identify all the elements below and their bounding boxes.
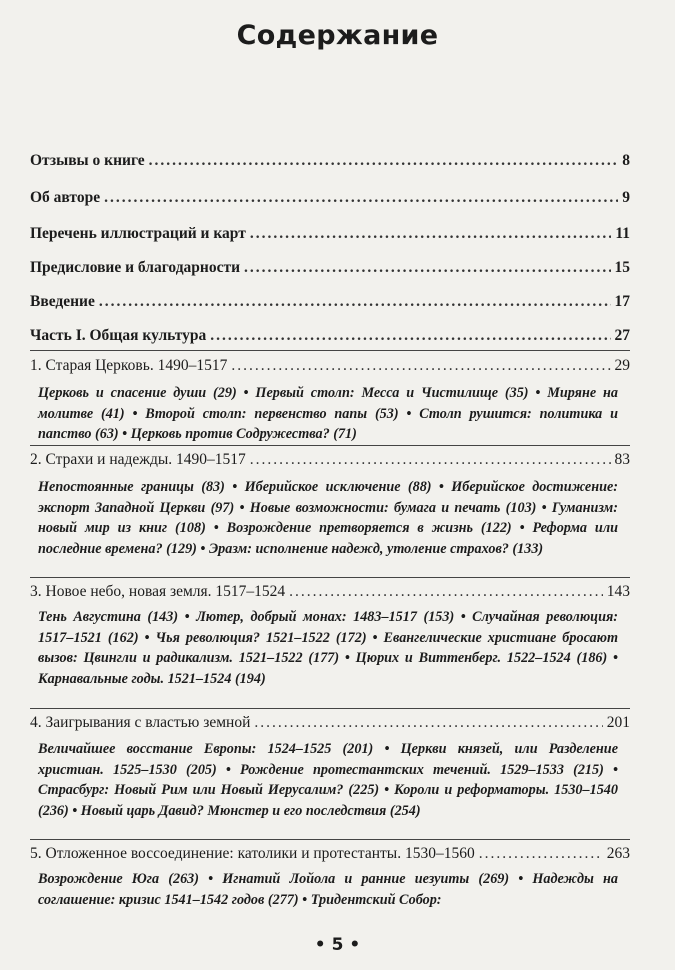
entry-label: Отзывы о книге (30, 152, 145, 169)
toc-chapter-3[interactable] (30, 582, 630, 602)
chapter-3-subsections: Тень Августина (143) • Лютер, добрый монах: 1483–1517 (153) • Случайная революция: 1517–1521 (162) • Чья революция? 1521–1522 (172) • Евангелические христиане бросают вызов: Цвингли и радикализм. 1521–1522 (177) • Цюрих и Виттенберг. 1522–1524 (186) • Карнавальные годы. 1521–1524 (194) (38, 609, 618, 687)
toc-chapter-1[interactable] (30, 356, 630, 376)
entry-page: 9 (622, 189, 630, 206)
entry-page: 15 (614, 259, 630, 276)
chapter-label: 2. Страхи и надежды. 1490–1517 (30, 451, 246, 468)
chapter-page: 143 (606, 583, 630, 600)
chapter-page: 29 (614, 357, 630, 374)
leader-dots (149, 151, 619, 171)
chapter-label: 3. Новое небо, новая земля. 1517–1524 (30, 583, 286, 600)
chapter-1-subsections: Церковь и спасение души (29) • Первый столп: Месса и Чистилище (35) • Миряне на молитве (41) • Второй столп: первенство папы (53) • Столп рушится: политика и папство (63) • Церковь против Содружества? (71) (38, 385, 618, 443)
leader-dots (210, 326, 610, 346)
entry-label: Перечень иллюстраций и карт (30, 225, 246, 242)
leader-dots (231, 356, 610, 376)
chapter-label: 1. Старая Церковь. 1490–1517 (30, 357, 228, 374)
toc-entry-preface[interactable] (30, 258, 630, 278)
toc-chapter-5[interactable] (30, 844, 630, 864)
entry-label: Об авторе (30, 189, 101, 206)
chapter-page: 83 (614, 451, 630, 468)
page-number: • 5 • (314, 935, 361, 955)
toc-entry-illustrations[interactable] (30, 224, 630, 244)
chapter-label: 5. Отложенное воссоединение: католики и протестанты. 1530–1560 (30, 845, 475, 862)
leader-dots (250, 224, 612, 244)
toc-entry-part-1[interactable] (30, 326, 630, 346)
divider (30, 839, 630, 840)
chapter-4-subsections: Величайшее восстание Европы: 1524–1525 (201) • Церкви князей, или Разделение христиан. 1525–1530 (205) • Рождение протестантских течений. 1529–1533 (215) • Страсбург: Новый Рим или Новый Иерусалим? (225) • Короли и реформаторы. 1530–1540 (236) • Новый царь Давид? Мюнстер и его последствия (254) (38, 741, 618, 819)
chapter-2-subsections: Непостоянные границы (83) • Иберийское исключение (88) • Иберийское достижение: экспорт Западной Церкви (97) • Новые возможности: бумага и печать (103) • Гуманизм: новый мир из книг (108) • Возрождение претворяется в жизнь (122) • Реформа или последние времена? (129) • Эразм: исполнение надежд, утоление страхов? (133) (38, 479, 618, 557)
leader-dots (244, 258, 610, 278)
page-title: Содержание (236, 20, 439, 51)
leader-dots (479, 844, 603, 864)
leader-dots (250, 450, 611, 470)
entry-page: 11 (615, 225, 630, 242)
leader-dots (99, 292, 611, 312)
chapter-page: 201 (606, 714, 630, 731)
divider (30, 445, 630, 446)
toc-entry-about-author[interactable] (30, 188, 630, 208)
chapter-label: 4. Заигрывания с властью земной (30, 714, 251, 731)
toc-entry-reviews[interactable] (30, 151, 630, 171)
entry-label: Введение (30, 293, 95, 310)
divider (30, 708, 630, 709)
divider (30, 577, 630, 578)
toc-chapter-2[interactable] (30, 450, 630, 470)
entry-label: Часть I. Общая культура (30, 327, 207, 344)
leader-dots (254, 713, 602, 733)
entry-page: 27 (614, 327, 630, 344)
entry-label: Предисловие и благодарности (30, 259, 241, 276)
entry-page: 17 (614, 293, 630, 310)
divider (30, 350, 630, 351)
toc-entry-introduction[interactable] (30, 292, 630, 312)
entry-page: 8 (622, 152, 630, 169)
chapter-5-subsections: Возрождение Юга (263) • Игнатий Лойола и ранние иезуиты (269) • Надежды на соглашение: кризис 1541–1542 годов (277) • Тридентский Собор: (38, 871, 618, 908)
chapter-page: 263 (606, 845, 630, 862)
leader-dots (104, 188, 618, 208)
leader-dots (289, 582, 603, 602)
toc-chapter-4[interactable] (30, 713, 630, 733)
